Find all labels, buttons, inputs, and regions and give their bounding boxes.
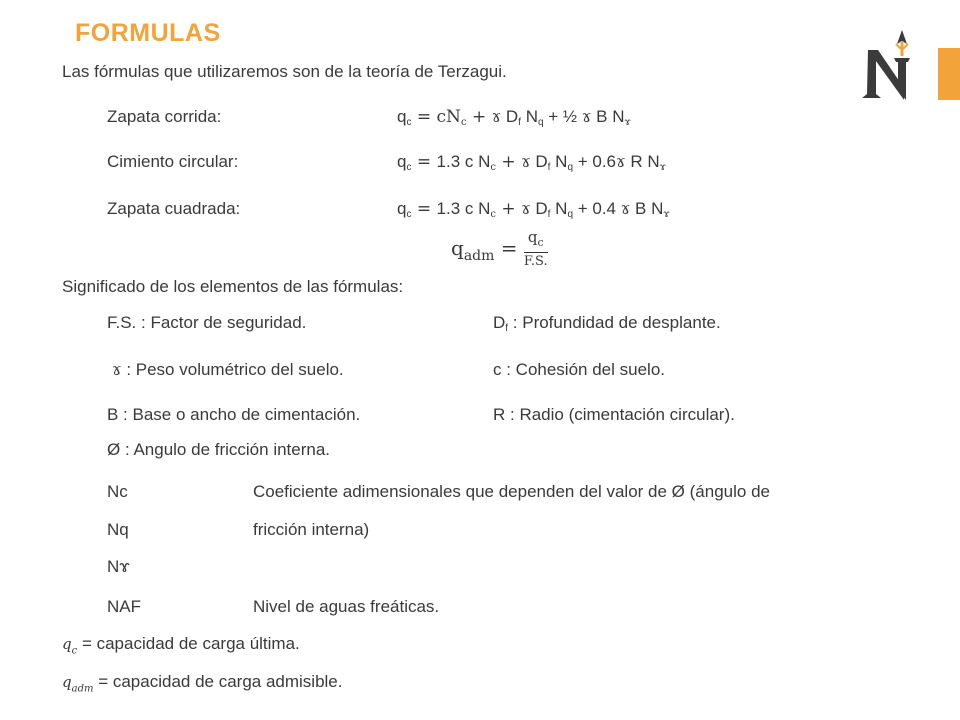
note-qadm: $q_{adm}$ = capacidad de carga admisible. <box>62 672 343 695</box>
gamma-symbol: ɤ <box>521 152 531 172</box>
formula-label-zapata-corrida: Zapata corrida: <box>107 107 222 126</box>
coef-desc-2: fricción interna) <box>253 520 370 539</box>
accent-bar <box>938 48 960 100</box>
gamma-symbol: ɤ <box>581 107 592 127</box>
formula-zapata-corrida: $q_c = cN_c$ + ɤ $D_f$ $N_q$ + ½ ɤ B $N_ɤ$ <box>397 107 631 128</box>
qadm-formula: $q_{adm}$ = $\frac{q_c}{F.S.}$ <box>451 228 548 269</box>
coef-naf-desc: Nivel de aguas freáticas. <box>253 597 440 616</box>
formula-zapata-cuadrada: $q_c = 1.3$ c $N_c$ + ɤ $D_f$ $N_q + 0.4$ ɤ B $N_ɤ$ <box>397 199 670 220</box>
def-fs: F.S. : Factor de seguridad. <box>107 313 307 332</box>
coef-desc-1: Coeficiente adimensionales que dependen del valor de Ø (ángulo de <box>253 482 770 501</box>
coef-nc: Nc <box>107 482 128 501</box>
def-gamma: ɤ : Peso volumétrico del suelo. <box>112 360 344 380</box>
page-title: FORMULAS <box>75 19 221 47</box>
def-b: B : Base o ancho de cimentación. <box>107 405 361 424</box>
gamma-symbol: ɤ <box>491 107 502 127</box>
def-c: c : Cohesión del suelo. <box>493 360 665 379</box>
def-phi: Ø : Angulo de fricción interna. <box>107 440 331 459</box>
gamma-symbol: ɤ <box>112 360 122 380</box>
gamma-symbol: ɤ <box>620 199 631 219</box>
note-qc: $q_c$ = capacidad de carga última. <box>62 634 300 657</box>
intro-text: Las fórmulas que utilizaremos son de la teoría de Terzagui. <box>62 62 507 81</box>
def-r: R : Radio (cimentación circular). <box>493 405 735 424</box>
def-df: $D_f$ : Profundidad de desplante. <box>493 313 721 334</box>
gamma-symbol: ɤ <box>521 199 531 219</box>
coef-ngamma: Nɤ <box>107 557 130 576</box>
formula-label-cimiento-circular: Cimiento circular: <box>107 152 239 171</box>
coef-nq: Nq <box>107 520 129 539</box>
gamma-symbol: ɤ <box>616 152 626 172</box>
meaning-title: Significado de los elementos de las fórmulas: <box>62 277 404 296</box>
formula-label-zapata-cuadrada: Zapata cuadrada: <box>107 199 241 218</box>
coef-naf: NAF <box>107 597 141 616</box>
formula-cimiento-circular: $q_c = 1.3$ c $N_c$ + ɤ $D_f$ $N_q$ + 0.6ɤ R $N_ɤ$ <box>397 152 666 173</box>
n-logo <box>858 28 920 104</box>
